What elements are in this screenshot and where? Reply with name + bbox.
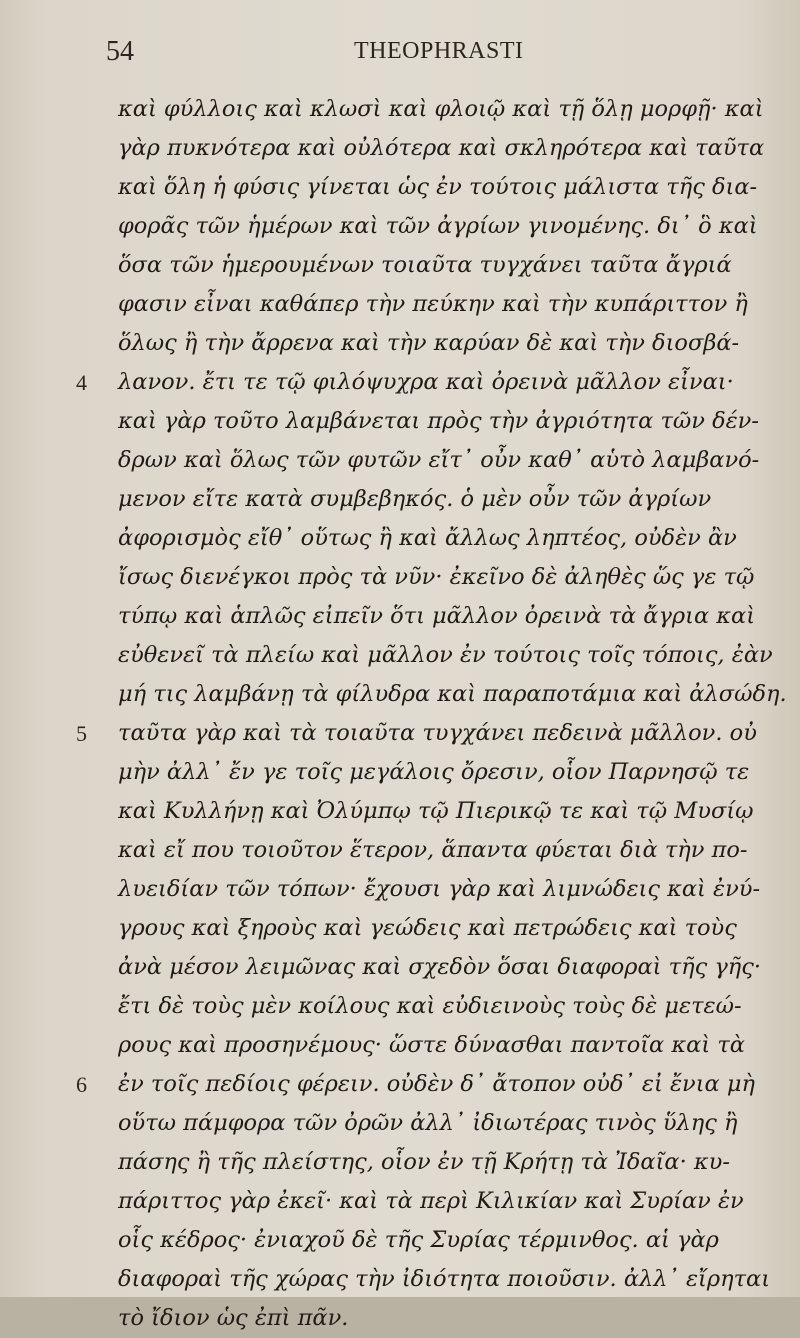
line-text: καὶ ὅλη ἡ φύσις γίνεται ὡς ἐν τούτοις μάλιστα τῆς δια-	[118, 174, 758, 200]
line-text: ἀνὰ μέσον λειμῶνας καὶ σχεδὸν ὅσαι διαφοραὶ τῆς γῆς·	[118, 954, 762, 980]
line-text: ὅσα τῶν ἡμερουμένων τοιαῦτα τυγχάνει ταῦτα ἄγριά	[118, 252, 732, 278]
text-line	[118, 1182, 790, 1221]
text-line	[118, 831, 790, 870]
text-line	[118, 987, 790, 1026]
line-text: φασιν εἶναι καθάπερ τὴν πεύκην καὶ τὴν κυπάριττον ἢ	[118, 291, 748, 317]
text-line	[118, 324, 790, 363]
line-text: καὶ εἴ που τοιοῦτον ἕτερον, ἅπαντα φύεται διὰ τὴν πο-	[118, 837, 748, 863]
text-line	[118, 90, 790, 129]
line-text: γρους καὶ ξηροὺς καὶ γεώδεις καὶ πετρώδεις καὶ τοὺς	[118, 915, 737, 941]
line-text: μὴν ἀλλ᾿ ἔν γε τοῖς μεγάλοις ὄρεσιν, οἷον Παρνησῷ τε	[118, 759, 750, 785]
line-text: λυειδίαν τῶν τόπων· ἔχουσι γὰρ καὶ λιμνώδεις καὶ ἐνύ-	[118, 876, 761, 902]
line-text: καὶ γὰρ τοῦτο λαμβάνεται πρὸς τὴν ἀγριότητα τῶν δέν-	[118, 408, 759, 434]
section-number: 6	[76, 1072, 87, 1097]
text-line	[118, 1221, 790, 1260]
text-line	[118, 402, 790, 441]
text-line	[118, 519, 790, 558]
section-number: 5	[76, 721, 87, 746]
line-text: πάσης ἢ τῆς πλείστης, οἷον ἐν τῇ Κρήτῃ τὰ Ἰδαῖα· κυ-	[118, 1149, 730, 1175]
text-line	[118, 558, 790, 597]
text-line	[118, 636, 790, 675]
line-text: οἷς κέδρος· ἐνιαχοῦ δὲ τῆς Συρίας τέρμινθος. αἱ γὰρ	[118, 1227, 719, 1253]
line-text: μενον εἴτε κατὰ συμβεβηκός. ὁ μὲν οὖν τῶν ἀγρίων	[118, 486, 712, 512]
text-line	[118, 207, 790, 246]
line-text: καὶ φύλλοις καὶ κλωσὶ καὶ φλοιῷ καὶ τῇ ὅλῃ μορφῇ· καὶ	[118, 96, 764, 122]
line-text: ἴσως διενέγκοι πρὸς τὰ νῦν· ἐκεῖνο δὲ ἀληθὲς ὥς γε τῷ	[118, 564, 755, 590]
line-text: μή τις λαμβάνῃ τὰ φίλυδρα καὶ παραποτάμια καὶ ἀλσώδη.	[118, 681, 787, 707]
text-line	[118, 870, 790, 909]
text-line	[118, 1026, 790, 1065]
text-line	[118, 753, 790, 792]
line-text: οὕτω πάμφορα τῶν ὀρῶν ἀλλ᾿ ἰδιωτέρας τινὸς ὕλης ἢ	[118, 1110, 738, 1136]
line-text: διαφοραὶ τῆς χώρας τὴν ἰδιότητα ποιοῦσιν. ἀλλ᾿ εἴρηται	[118, 1266, 771, 1292]
line-text: εὐθενεῖ τὰ πλείω καὶ μᾶλλον ἐν τούτοις τοῖς τόποις, ἐὰν	[118, 642, 773, 668]
line-text: τὸ ἴδιον ὡς ἐπὶ πᾶν.	[118, 1305, 349, 1331]
line-text: τύπῳ καὶ ἁπλῶς εἰπεῖν ὅτι μᾶλλον ὀρεινὰ τὰ ἄγρια καὶ	[118, 603, 756, 629]
line-text: πάριττος γὰρ ἐκεῖ· καὶ τὰ περὶ Κιλικίαν καὶ Συρίαν ἐν	[118, 1188, 744, 1214]
line-text: φορᾶς τῶν ἡμέρων καὶ τῶν ἀγρίων γινομένης. δι᾿ ὃ καὶ	[118, 213, 758, 239]
text-line	[118, 792, 790, 831]
line-text: ἐν τοῖς πεδίοις φέρειν. οὐδὲν δ᾿ ἄτοπον οὐδ᾿ εἰ ἔνια μὴ	[118, 1071, 755, 1097]
line-text: ρους καὶ προσηνέμους· ὥστε δύνασθαι παντοῖα καὶ τὰ	[118, 1032, 745, 1058]
text-line	[118, 441, 790, 480]
page-number: 54	[106, 36, 134, 67]
text-line	[118, 1143, 790, 1182]
text-line	[76, 714, 790, 753]
line-text: ἀφορισμὸς εἴθ᾿ οὕτως ἢ καὶ ἄλλως ληπτέος, οὐδὲν ἂν	[118, 525, 737, 551]
text-line	[118, 1260, 790, 1299]
line-text: γὰρ πυκνότερα καὶ οὐλότερα καὶ σκληρότερα καὶ ταῦτα	[118, 135, 765, 161]
text-line	[76, 363, 790, 402]
line-text: ταῦτα γὰρ καὶ τὰ τοιαῦτα τυγχάνει πεδεινὰ μᾶλλον. οὐ	[118, 720, 757, 746]
text-line	[118, 675, 790, 714]
line-text: δρων καὶ ὅλως τῶν φυτῶν εἴτ᾿ οὖν καθ᾿ αὑτὸ λαμβανό-	[118, 447, 760, 473]
line-text: καὶ Κυλλήνῃ καὶ Ὀλύμπῳ τῷ Πιερικῷ τε καὶ τῷ Μυσίῳ	[118, 798, 754, 824]
text-line	[118, 480, 790, 519]
running-head: THEOPHRASTI	[354, 38, 524, 64]
line-text: λανον. ἔτι τε τῷ φιλόψυχρα καὶ ὀρεινὰ μᾶλλον εἶναι·	[118, 369, 734, 395]
text-line	[118, 246, 790, 285]
line-text: ἔτι δὲ τοὺς μὲν κοίλους καὶ εὐδιεινοὺς τοὺς δὲ μετεώ-	[118, 993, 742, 1019]
text-line	[118, 285, 790, 324]
text-line	[118, 1104, 790, 1143]
text-line	[118, 597, 790, 636]
text-line	[76, 1065, 790, 1104]
text-line	[118, 168, 790, 207]
text-line	[118, 909, 790, 948]
section-number: 4	[76, 370, 87, 395]
page-header	[106, 36, 706, 76]
greek-text-block	[76, 90, 790, 1338]
text-line	[118, 948, 790, 987]
text-line	[118, 1299, 790, 1338]
line-text: ὅλως ἢ τὴν ἄρρενα καὶ τὴν καρύαν δὲ καὶ τὴν διοσβά-	[118, 330, 740, 356]
text-line	[118, 129, 790, 168]
